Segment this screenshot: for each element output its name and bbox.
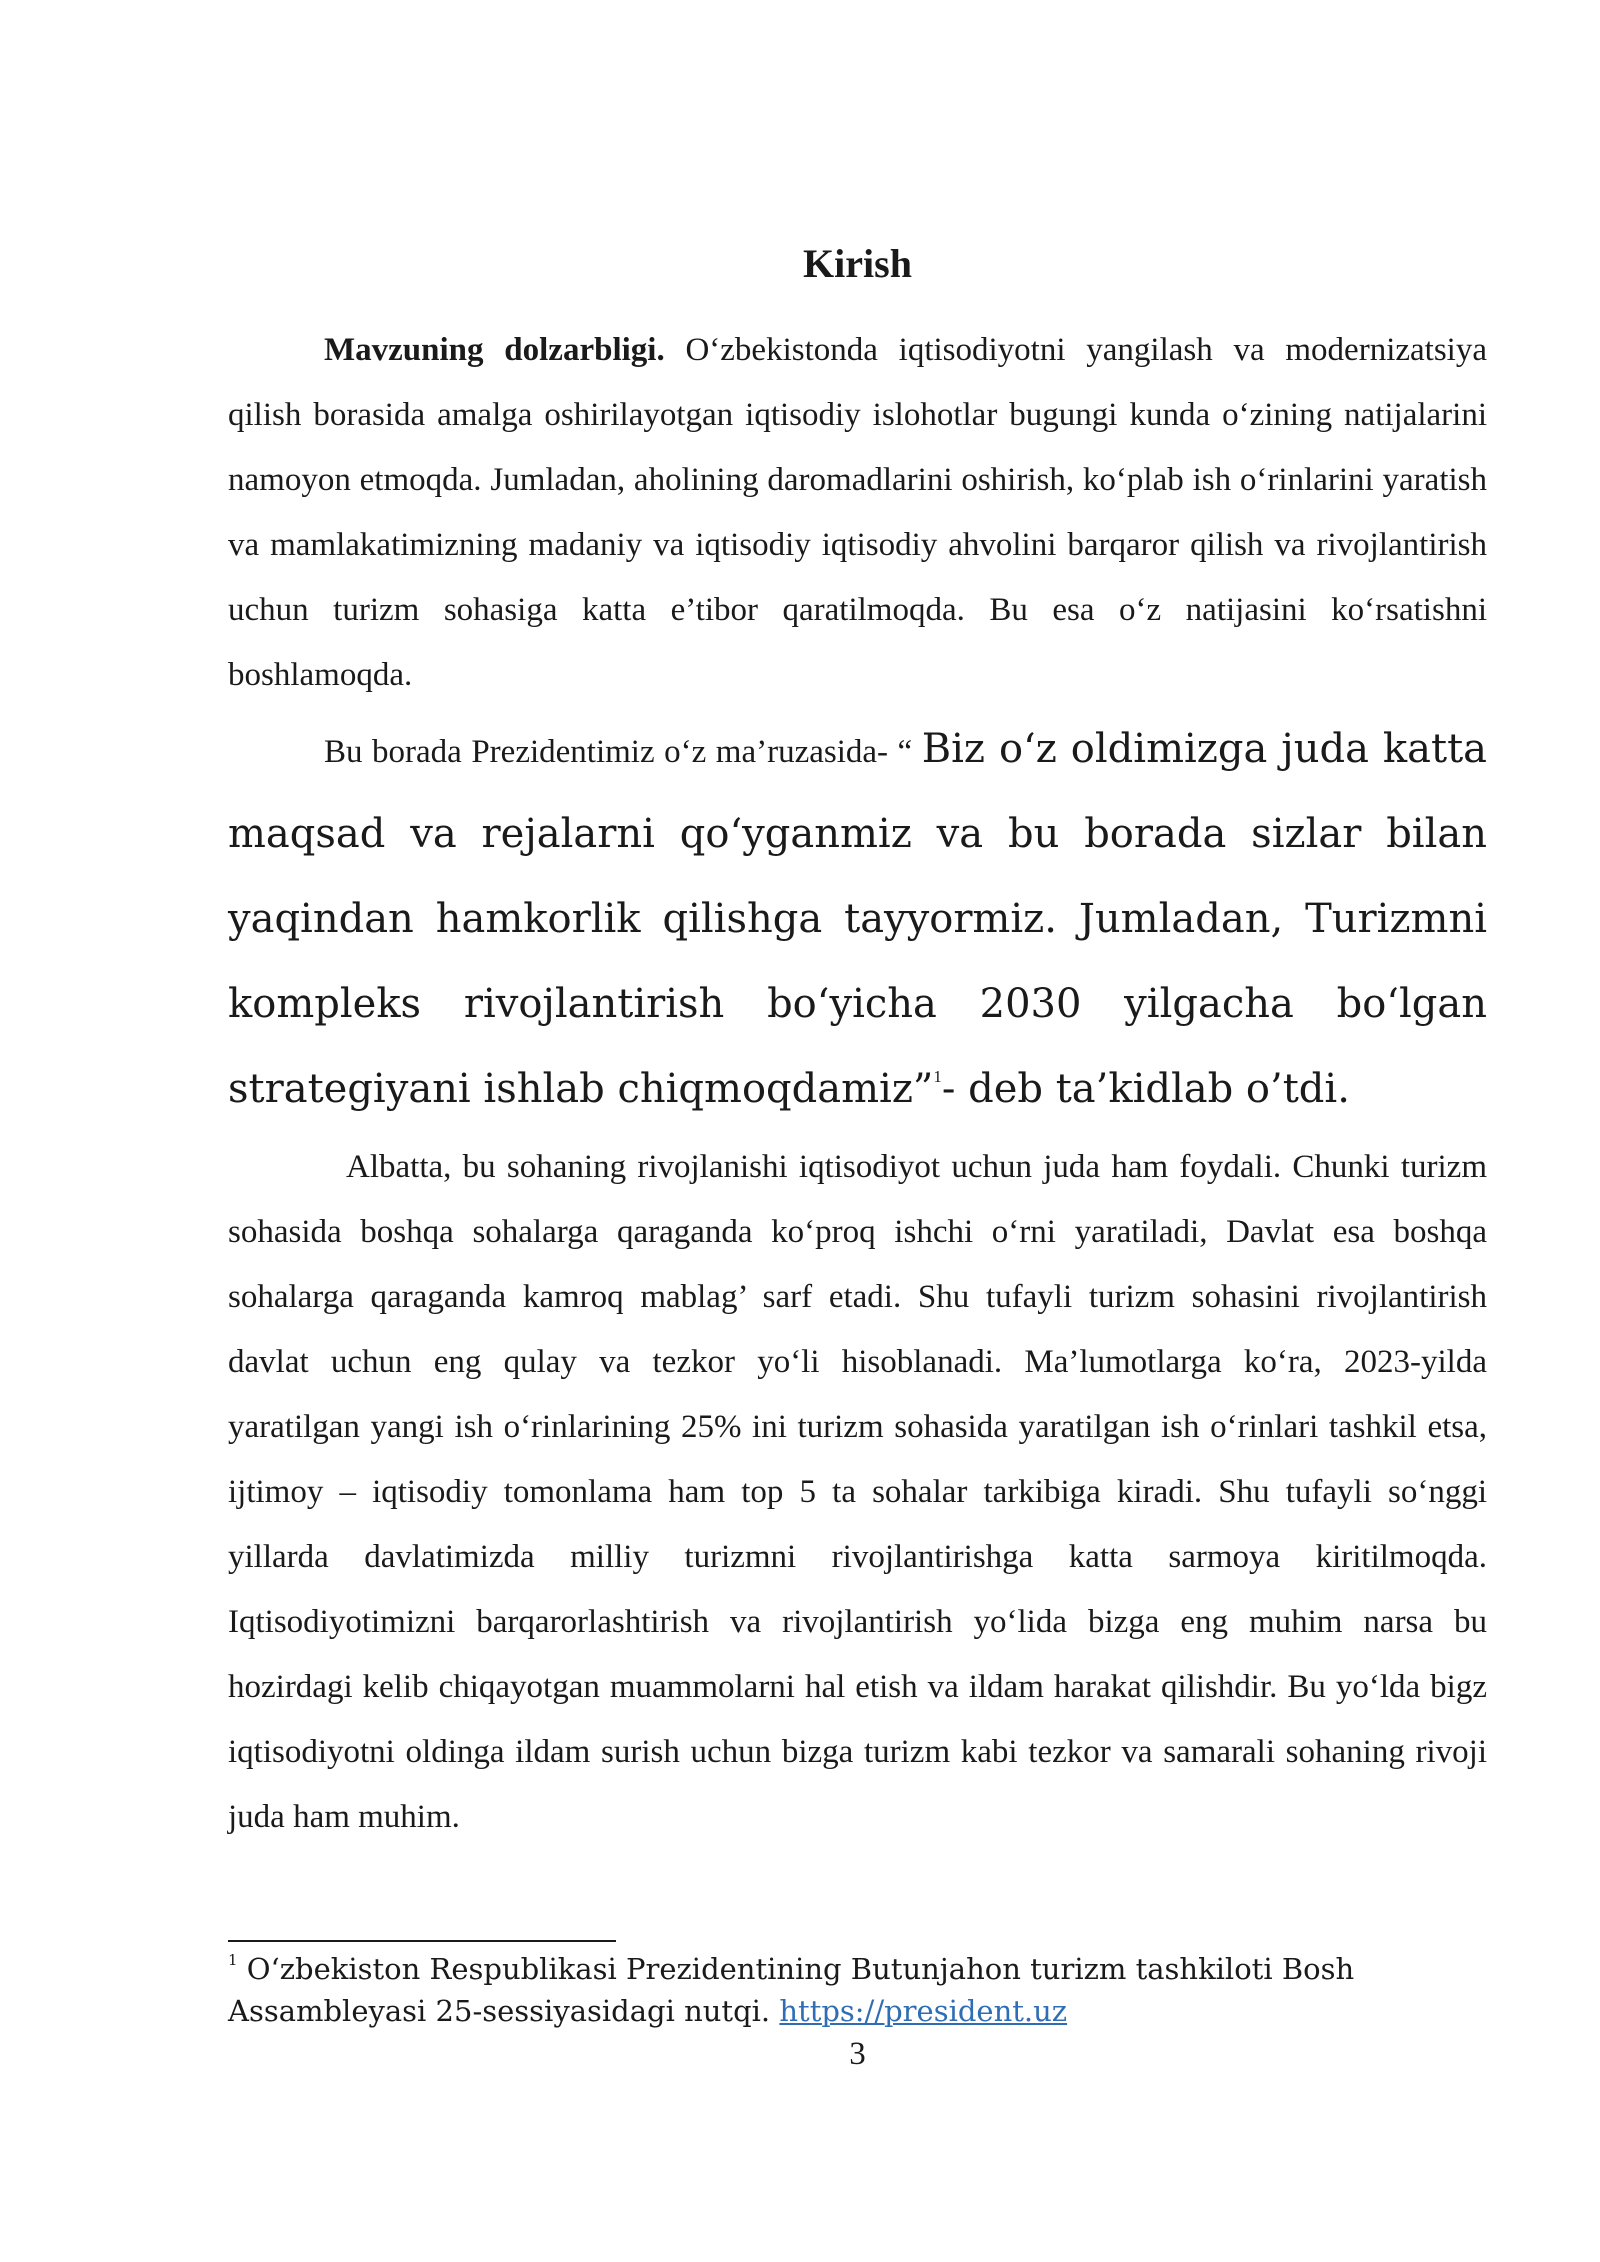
paragraph-relevance-text: O‘zbekistonda iqtisodiyotni yangilash va modernizatsiya qilish borasida amalga oshirilayotgan iqtisodiy islohotlar bugungi kunda o‘zining natijalarini namoyon etmoqda. Jumladan, aholining daromadlarini oshirish, ko‘plab ish o‘rinlarini yaratish va mamlakatimizning madaniy va iqtisodiy iqtisodiy ahvolini barqaror qilish va rivojlantirish uchun turizm sohasiga katta e’tibor qaratilmoqda. Bu esa o‘z natijasini ko‘rsatishni boshlamoqda. (228, 332, 1487, 693)
president-quote: Biz o‘z oldimizga juda katta maqsad va rejalarni qo‘yganmiz va bu borada sizlar bilan yaqindan hamkorlik qilishga tayyormiz. Jumladan, Turizmni kompleks rivojlantirish bo‘yicha 2030 yilgacha bo‘lgan strategiyani ishlab chiqmoqdamiz” (228, 726, 1487, 1112)
footnote-marker: 1 (228, 1951, 238, 1969)
footnote-divider (228, 1940, 616, 1942)
quote-intro: Bu borada Prezidentimiz o‘z ma’ruzasida- “ (324, 734, 922, 770)
footnote-text: O‘zbekiston Respublikasi Prezidentining Butunjahon turizm tashkiloti Bosh Assambleyasi 25-sessiyasidagi nutqi. (228, 1952, 1355, 2028)
paragraph-relevance (228, 318, 1487, 708)
footnote (228, 1948, 1398, 2032)
paragraph-benefits: Albatta, bu sohaning rivojlanishi iqtisodiyot uchun juda ham foydali. Chunki turizm sohasida boshqa sohalarga qaraganda ko‘proq ishchi o‘rni yaratiladi, Davlat esa boshqa sohalarga qaraganda kamroq mablag’ sarf etadi. Shu tufayli turizm sohasini rivojlantirish davlat uchun eng qulay va tezkor yo‘li hisoblanadi. Ma’lumotlarga ko‘ra, 2023-yilda yaratilgan yangi ish o‘rinlarining 25% ini turizm sohasida yaratilgan ish o‘rinlari tashkil etsa, ijtimoy – iqtisodiy tomonlama ham top 5 ta sohalar tarkibiga kiradi. Shu tufayli so‘nggi yillarda davlatimizda milliy turizmni rivojlantirishga katta sarmoya kiritilmoqda. Iqtisodiyotimizni barqarorlashtirish va rivojlantirish yo‘lida bizga eng muhim narsa bu hozirdagi kelib chiqayotgan muammolarni hal etish va ildam harakat qilishdir. Bu yo‘lda bigz iqtisodiyotni oldinga ildam surish uchun bizga turizm kabi tezkor va samarali sohaning rivoji juda ham muhim. (228, 1149, 1487, 1835)
section-lead: Mavzuning dolzarbligi. (324, 332, 665, 368)
paragraph-quote (228, 708, 1487, 1133)
quote-tail: - deb ta’kidlab o’tdi. (941, 1066, 1350, 1112)
page-title: Kirish (803, 241, 912, 286)
page-number: 3 (849, 2036, 866, 2072)
footnote-reference[interactable]: 1 (933, 1067, 942, 1086)
footnote-link[interactable]: https://president.uz (779, 1994, 1068, 2028)
